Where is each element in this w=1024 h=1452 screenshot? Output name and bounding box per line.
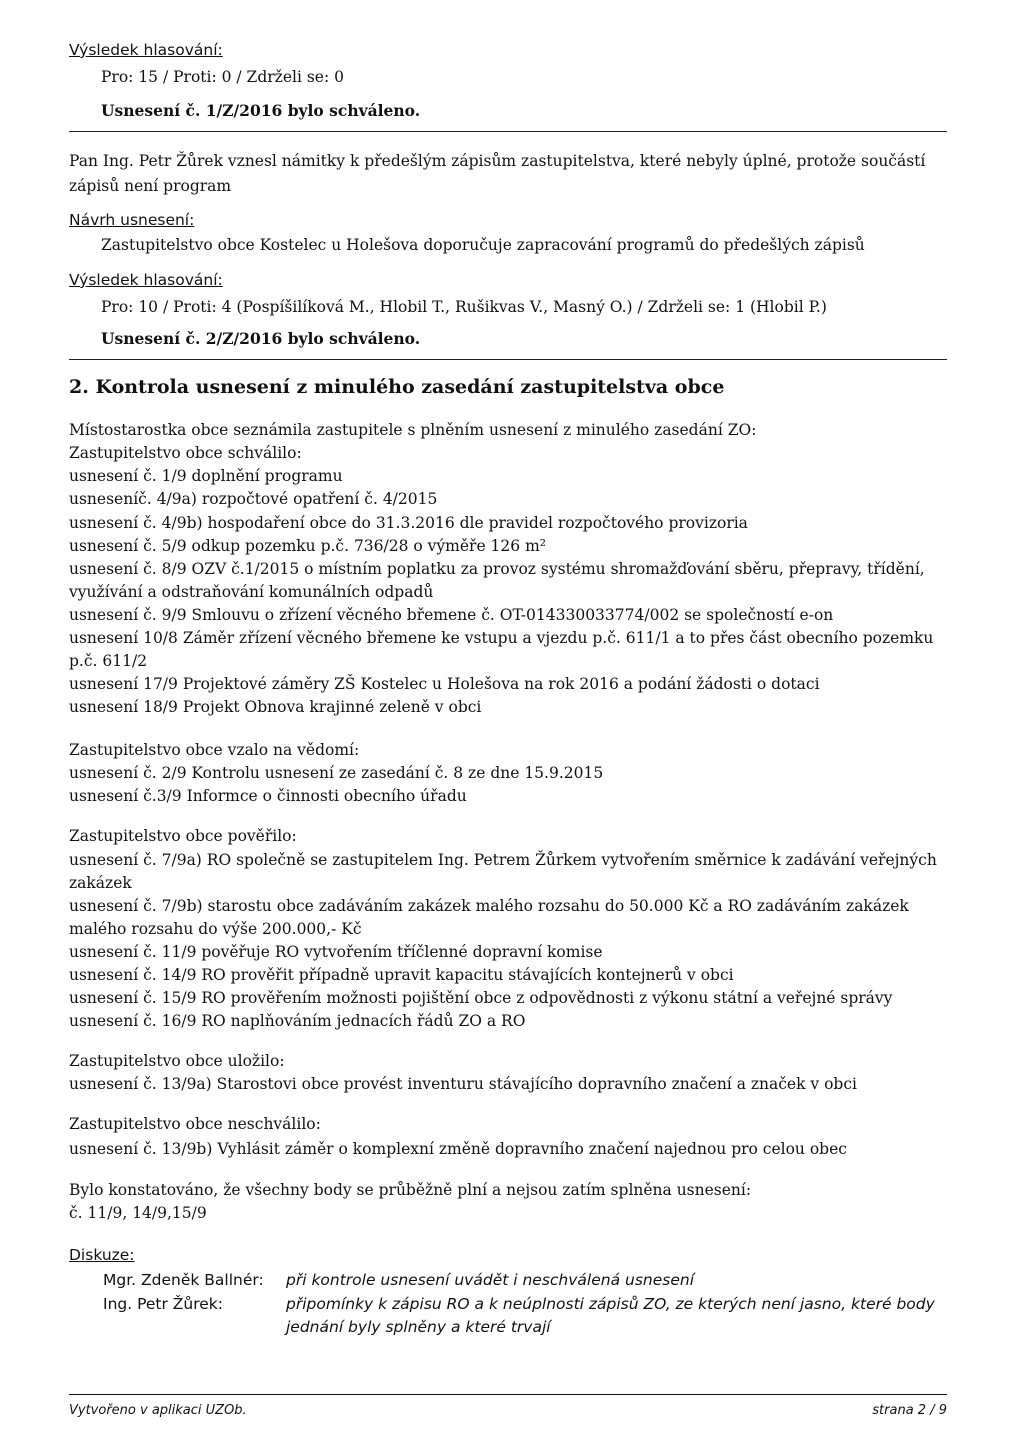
list-item: usnesení č. 9/9 Smlouvu o zřízení věcného břemene č. OT-014330033774/002 se společností e-on <box>69 606 834 624</box>
section-number: 2. <box>69 376 89 398</box>
discussion-comment: jednání byly splněny a které trvají <box>286 1318 551 1336</box>
list-item: p.č. 611/2 <box>69 652 148 670</box>
page-number: strana 2 / 9 <box>872 1403 947 1418</box>
noted-label: Zastupitelstvo obce vzalo na vědomí: <box>69 741 360 759</box>
imposed-label: Zastupitelstvo obce uložilo: <box>69 1052 285 1070</box>
list-item: usnesení č. 4/9b) hospodaření obce do 31.3.2016 dle pravidel rozpočtového provizoria <box>69 514 748 532</box>
list-item: usnesení 17/9 Projektové záměry ZŠ Kostelec u Holešova na rok 2016 a podání žádosti o dotaci <box>69 675 820 693</box>
list-item: využívání a odstraňování komunálních odpadů <box>69 583 434 601</box>
list-item: usnesení č. 11/9 pověřuje RO vytvořením tříčlenné dopravní komise <box>69 943 603 961</box>
discussion-speaker: Ing. Petr Žůrek: <box>103 1295 224 1313</box>
vote-result-text: Pro: 10 / Proti: 4 (Pospíšilíková M., Hlobil T., Rušikvas V., Masný O.) / Zdrželi se: 1 (Hlobil P.) <box>101 298 827 316</box>
list-item: usnesení č. 1/9 doplnění programu <box>69 467 343 485</box>
list-item: usnesení č. 16/9 RO naplňováním jednacích řádů ZO a RO <box>69 1012 526 1030</box>
proposal-label: Návrh usnesení: <box>69 211 195 229</box>
discussion-label: Diskuze: <box>69 1246 135 1264</box>
section-heading <box>69 375 724 399</box>
resolution-approved: Usnesení č. 1/Z/2016 bylo schváleno. <box>101 101 421 120</box>
footer-divider <box>69 1394 947 1395</box>
section-title: Kontrola usnesení z minulého zasedání zastupitelstva obce <box>95 376 725 398</box>
divider <box>69 131 947 132</box>
vote-result-label: Výsledek hlasování: <box>69 271 223 289</box>
footer-created-with: Vytvořeno v aplikaci UZOb. <box>69 1403 247 1418</box>
list-item: usnesení č. 7/9a) RO společně se zastupitelem Ing. Petrem Žůrkem vytvořením směrnice k zadávání veřejných <box>69 851 937 869</box>
list-item: usnesení č. 15/9 RO prověřením možnosti pojištění obce z odpovědnosti z výkonu státní a veřejné správy <box>69 989 893 1007</box>
conclusion-text: č. 11/9, 14/9,15/9 <box>69 1204 207 1222</box>
divider <box>69 359 947 360</box>
vote-result-label: Výsledek hlasování: <box>69 41 223 59</box>
conclusion-text: Bylo konstatováno, že všechny body se průběžně plní a nejsou zatím splněna usnesení: <box>69 1181 752 1199</box>
rejected-label: Zastupitelstvo obce neschválilo: <box>69 1115 321 1133</box>
approved-label: Zastupitelstvo obce schválilo: <box>69 444 302 462</box>
list-item: usnesení č. 7/9b) starostu obce zadáváním zakázek malého rozsahu do 50.000 Kč a RO zadáváním zakázek <box>69 897 909 915</box>
list-item: malého rozsahu do výše 200.000,- Kč <box>69 920 362 938</box>
objection-text-line: zápisů není program <box>69 177 232 195</box>
list-item: usnesení č. 13/9b) Vyhlásit záměr o komplexní změně dopravního značení najednou pro celou obec <box>69 1140 847 1158</box>
list-item: usnesení č. 2/9 Kontrolu usnesení ze zasedání č. 8 ze dne 15.9.2015 <box>69 764 604 782</box>
objection-text-line: Pan Ing. Petr Žůrek vznesl námitky k předešlým zápisům zastupitelstva, které nebyly úplné, protože součástí <box>69 152 926 170</box>
discussion-speaker: Mgr. Zdeněk Ballnér: <box>103 1271 264 1289</box>
intro-text: Místostarostka obce seznámila zastupitele s plněním usnesení z minulého zasedání ZO: <box>69 421 757 439</box>
resolution-approved: Usnesení č. 2/Z/2016 bylo schváleno. <box>101 329 421 348</box>
list-item: usnesení č.3/9 Informce o činnosti obecního úřadu <box>69 787 467 805</box>
proposal-text: Zastupitelstvo obce Kostelec u Holešova doporučuje zapracování programů do předešlých zápisů <box>101 236 865 254</box>
vote-result-text: Pro: 15 / Proti: 0 / Zdrželi se: 0 <box>101 68 344 86</box>
list-item: usnesení č. 14/9 RO prověřit případně upravit kapacitu stávajících kontejnerů v obci <box>69 966 734 984</box>
list-item: usnesení 10/8 Záměr zřízení věcného břemene ke vstupu a vjezdu p.č. 611/1 a to přes část obecního pozemku <box>69 629 934 647</box>
list-item: usnesení č. 5/9 odkup pozemku p.č. 736/28 o výměře 126 m² <box>69 537 546 555</box>
discussion-comment: při kontrole usnesení uvádět i neschválená usnesení <box>286 1271 695 1289</box>
authorized-label: Zastupitelstvo obce pověřilo: <box>69 827 297 845</box>
list-item: zakázek <box>69 874 132 892</box>
list-item: usnesení č. 8/9 OZV č.1/2015 o místním poplatku za provoz systému shromažďování sběru, přepravy, třídění, <box>69 560 925 578</box>
discussion-comment: připomínky k zápisu RO a k neúplnosti zápisů ZO, ze kterých není jasno, které body <box>286 1295 935 1313</box>
list-item: usnesení č. 13/9a) Starostovi obce provést inventuru stávajícího dopravního značení a značek v obci <box>69 1075 857 1093</box>
list-item: usneseníč. 4/9a) rozpočtové opatření č. 4/2015 <box>69 490 438 508</box>
list-item: usnesení 18/9 Projekt Obnova krajinné zeleně v obci <box>69 698 482 716</box>
